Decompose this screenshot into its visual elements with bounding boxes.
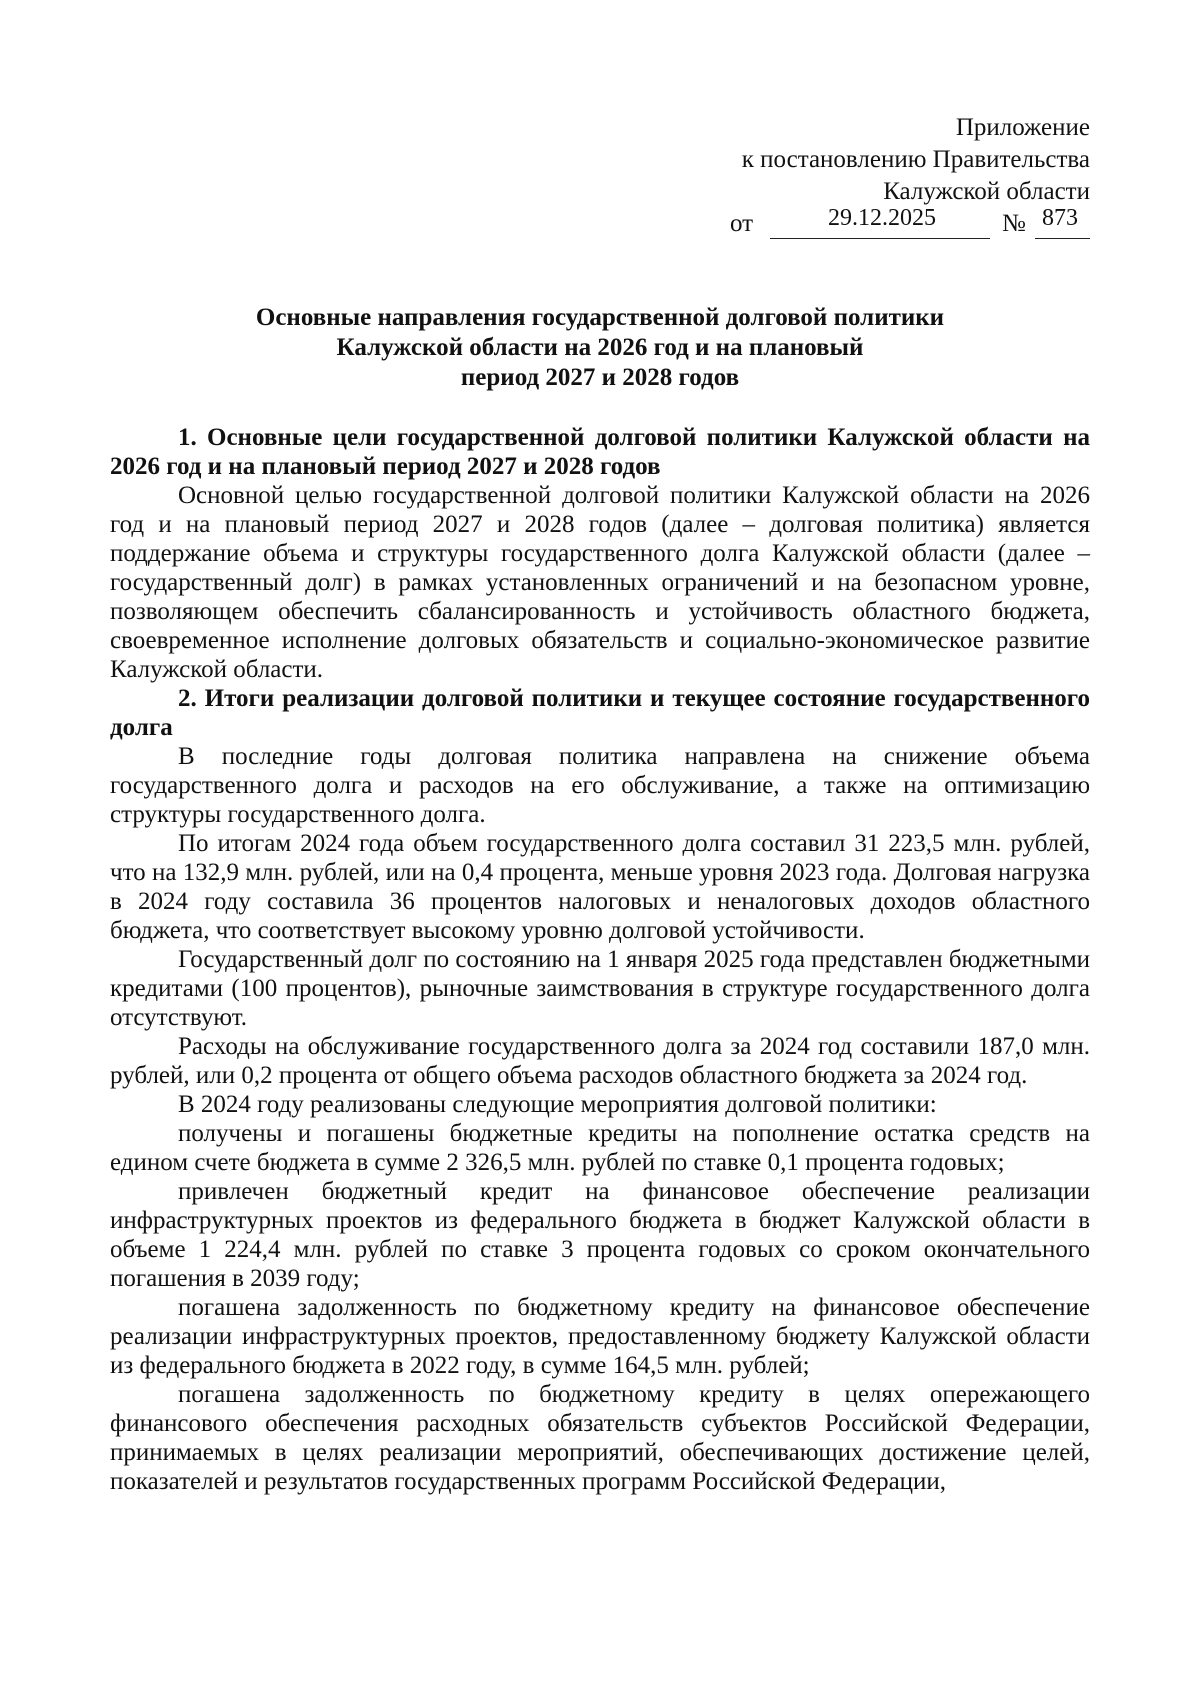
- section-2-paragraph-8: погашена задолженность по бюджетному кредиту на финансовое обеспечение реализации инфраструктурных проектов, предоставленному бюджету Калужской области из федерального бюджета в 2022 году, в сумме 164,5 млн. рублей;: [110, 1294, 1090, 1379]
- title-line-2: Калужской области на 2026 год и на плановый: [336, 334, 864, 361]
- appendix-header: [742, 112, 1090, 208]
- title-line-1: Основные направления государственной долговой политики: [255, 304, 945, 331]
- document-body: [110, 423, 1090, 1496]
- section-2-heading: 2. Итоги реализации долговой политики и текущее состояние государственного долга: [110, 685, 1090, 741]
- from-label: от: [730, 210, 754, 237]
- date-underline: [770, 238, 990, 239]
- section-2-paragraph-1: В последние годы долговая политика направлена на снижение объема государственного долга и расходов на его обслуживание, а также на оптимизацию структуры государственного долга.: [110, 743, 1090, 828]
- resolution-meta: [730, 205, 1090, 245]
- appendix-label: Приложение: [955, 114, 1090, 141]
- resolution-date: 29.12.2025: [828, 205, 936, 231]
- section-2-paragraph-4: Расходы на обслуживание государственного долга за 2024 год составили 187,0 млн. рублей, или 0,2 процента от общего объема расходов областного бюджета за 2024 год.: [110, 1033, 1090, 1089]
- region-label: Калужской области: [883, 178, 1090, 205]
- section-2-paragraph-5: В 2024 году реализованы следующие мероприятия долговой политики:: [178, 1091, 937, 1118]
- section-2-paragraph-2: По итогам 2024 года объем государственного долга составил 31 223,5 млн. рублей, что на 132,9 млн. рублей, или на 0,4 процента, меньше уровня 2023 года. Долговая нагрузка в 2024 году составила 36 процентов налоговых и неналоговых доходов областного бюджета, что соответствует высокому уровню долговой устойчивости.: [110, 830, 1090, 944]
- title-line-3: период 2027 и 2028 годов: [460, 364, 740, 391]
- section-1-paragraph: Основной целью государственной долговой политики Калужской области на 2026 год и на плановый период 2027 и 2028 годов (далее – долговая политика) является поддержание объема и структуры государственного долга Калужской области (далее – государственный долг) в рамках установленных ограничений и на безопасном уровне, позволяющем обеспечить сбалансированность и устойчивость областного бюджета, своевременное исполнение долговых обязательств и социально-экономическое развитие Калужской области.: [110, 482, 1090, 683]
- section-2-paragraph-9: погашена задолженность по бюджетному кредиту в целях опережающего финансового обеспечения расходных обязательств субъектов Российской Федерации, принимаемых в целях реализации мероприятий, обеспечивающих достижение целей, показателей и результатов государственных программ Российской Федерации,: [110, 1381, 1090, 1495]
- resolution-label: к постановлению Правительства: [741, 146, 1090, 173]
- section-2-paragraph-6: получены и погашены бюджетные кредиты на пополнение остатка средств на едином счете бюджета в сумме 2 326,5 млн. рублей по ставке 0,1 процента годовых;: [110, 1120, 1090, 1176]
- resolution-number: 873: [1042, 205, 1078, 231]
- section-2-paragraph-7: привлечен бюджетный кредит на финансовое обеспечение реализации инфраструктурных проектов из федерального бюджета в бюджет Калужской области в объеме 1 224,4 млн. рублей по ставке 3 процента годовых со сроком окончательного погашения в 2039 году;: [110, 1178, 1090, 1292]
- section-1-heading: 1. Основные цели государственной долговой политики Калужской области на 2026 год и на плановый период 2027 и 2028 годов: [110, 424, 1090, 480]
- document-title: [110, 303, 1090, 393]
- number-underline: [1035, 238, 1090, 239]
- section-2-paragraph-3: Государственный долг по состоянию на 1 января 2025 года представлен бюджетными кредитами (100 процентов), рыночные заимствования в структуре государственного долга отсутствуют.: [110, 946, 1091, 1031]
- number-label: №: [1002, 210, 1026, 237]
